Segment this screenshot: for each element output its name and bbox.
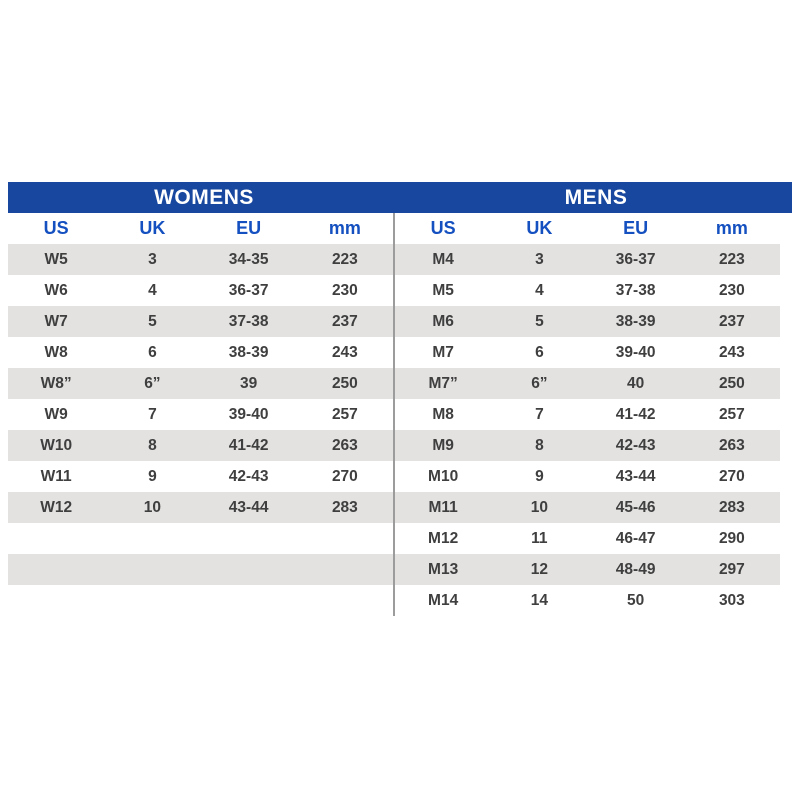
table-cell: W12 bbox=[40, 498, 73, 516]
column-header-mm: mm bbox=[328, 218, 361, 238]
table-row bbox=[395, 244, 780, 275]
table-cell: W9 bbox=[44, 405, 68, 423]
column-header-uk: UK bbox=[139, 218, 166, 238]
table-row bbox=[8, 492, 393, 523]
table-cell: 42-43 bbox=[615, 436, 656, 454]
table-cell: W6 bbox=[44, 281, 68, 299]
table-cell: M13 bbox=[428, 560, 459, 578]
table-cell: 41-42 bbox=[615, 405, 656, 423]
table-row bbox=[8, 275, 393, 306]
table-row bbox=[395, 585, 780, 616]
table-row bbox=[395, 275, 780, 306]
table-cell: W8 bbox=[44, 343, 68, 361]
womens-table-body bbox=[8, 244, 393, 616]
table-cell: 5 bbox=[148, 312, 157, 330]
table-cell: 11 bbox=[531, 529, 548, 547]
table-cell: M7” bbox=[428, 374, 458, 392]
table-cell: M4 bbox=[432, 250, 454, 268]
table-cell: 250 bbox=[331, 374, 358, 392]
column-header-eu: EU bbox=[236, 218, 262, 238]
table-cell: 37-38 bbox=[228, 312, 269, 330]
table-row bbox=[395, 430, 780, 461]
table-cell: M12 bbox=[428, 529, 459, 547]
table-cell: 34-35 bbox=[228, 250, 269, 268]
table-cell: 283 bbox=[331, 498, 358, 516]
table-title-bar bbox=[8, 182, 792, 213]
table-cell: 237 bbox=[331, 312, 358, 330]
table-cell: M7 bbox=[432, 343, 454, 361]
table-row bbox=[8, 399, 393, 430]
table-cell: 41-42 bbox=[228, 436, 269, 454]
table-row bbox=[8, 306, 393, 337]
table-cell: M6 bbox=[432, 312, 454, 330]
column-header-mm: mm bbox=[715, 218, 748, 238]
table-cell: 10 bbox=[143, 498, 161, 516]
mens-section-title: MENS bbox=[564, 185, 628, 209]
table-row bbox=[395, 399, 780, 430]
empty-row bbox=[8, 554, 393, 585]
table-cell: 230 bbox=[718, 281, 745, 299]
table-cell: 3 bbox=[148, 250, 157, 268]
table-cell: M11 bbox=[428, 498, 458, 516]
column-header-eu: EU bbox=[623, 218, 649, 238]
table-cell: 243 bbox=[718, 343, 745, 361]
column-header-us: US bbox=[430, 218, 456, 238]
column-header-us: US bbox=[43, 218, 69, 238]
womens-column-header-row bbox=[8, 213, 393, 244]
table-cell: M14 bbox=[428, 591, 459, 609]
table-cell: 14 bbox=[530, 591, 548, 609]
table-cell: 6 bbox=[535, 343, 544, 361]
table-cell: 6” bbox=[144, 374, 161, 392]
table-cell: W7 bbox=[44, 312, 68, 330]
table-row bbox=[395, 337, 780, 368]
table-row bbox=[8, 368, 393, 399]
table-cell: 43-44 bbox=[615, 467, 656, 485]
table-cell: 223 bbox=[331, 250, 358, 268]
table-cell: W5 bbox=[44, 250, 68, 268]
table-row bbox=[8, 430, 393, 461]
table-cell: W11 bbox=[40, 467, 72, 485]
table-row bbox=[8, 461, 393, 492]
table-cell: W8” bbox=[40, 374, 72, 392]
empty-row bbox=[8, 523, 393, 554]
table-row bbox=[395, 523, 780, 554]
table-row bbox=[8, 244, 393, 275]
empty-row bbox=[8, 585, 393, 616]
table-cell: 39-40 bbox=[615, 343, 656, 361]
table-cell: 36-37 bbox=[228, 281, 269, 299]
table-cell: 263 bbox=[331, 436, 358, 454]
table-row bbox=[395, 492, 780, 523]
table-cell: 7 bbox=[535, 405, 544, 423]
table-cell: 45-46 bbox=[615, 498, 656, 516]
womens-section-title: WOMENS bbox=[154, 185, 254, 209]
table-cell: 4 bbox=[535, 281, 544, 299]
table-cell: 7 bbox=[148, 405, 157, 423]
table-row bbox=[8, 337, 393, 368]
mens-table bbox=[395, 213, 780, 616]
table-row bbox=[395, 554, 780, 585]
table-cell: 290 bbox=[718, 529, 745, 547]
table-cell: 270 bbox=[331, 467, 358, 485]
table-cell: 39 bbox=[240, 374, 258, 392]
table-cell: 42-43 bbox=[228, 467, 269, 485]
size-chart bbox=[8, 182, 792, 616]
table-cell: 250 bbox=[718, 374, 745, 392]
table-cell: 6” bbox=[531, 374, 548, 392]
table-cell: 230 bbox=[331, 281, 358, 299]
womens-table bbox=[8, 213, 393, 616]
table-cell: 9 bbox=[535, 467, 544, 485]
table-row bbox=[395, 368, 780, 399]
table-cell: 303 bbox=[718, 591, 745, 609]
table-cell: 297 bbox=[718, 560, 745, 578]
table-cell: M8 bbox=[432, 405, 454, 423]
table-cell: 5 bbox=[535, 312, 544, 330]
table-cell: 10 bbox=[530, 498, 548, 516]
table-cell: 6 bbox=[148, 343, 157, 361]
table-cell: 12 bbox=[530, 560, 548, 578]
table-cell: 46-47 bbox=[615, 529, 656, 547]
mens-table-body bbox=[395, 244, 780, 616]
table-cell: 4 bbox=[148, 281, 157, 299]
table-cell: 257 bbox=[331, 405, 358, 423]
table-cell: 243 bbox=[331, 343, 358, 361]
table-cell: 37-38 bbox=[615, 281, 656, 299]
table-cell: 237 bbox=[718, 312, 745, 330]
table-cell: M9 bbox=[432, 436, 454, 454]
table-cell: 223 bbox=[718, 250, 745, 268]
table-cell: M5 bbox=[432, 281, 454, 299]
table-cell: 36-37 bbox=[615, 250, 656, 268]
table-cell: 257 bbox=[718, 405, 745, 423]
table-cell: 50 bbox=[627, 591, 645, 609]
table-cell: 8 bbox=[148, 436, 157, 454]
table-cell: 270 bbox=[718, 467, 745, 485]
table-cell: M10 bbox=[428, 467, 459, 485]
table-cell: 43-44 bbox=[228, 498, 269, 516]
table-cell: 8 bbox=[535, 436, 544, 454]
table-cell: 39-40 bbox=[228, 405, 269, 423]
table-cell: 38-39 bbox=[615, 312, 656, 330]
table-cell: 263 bbox=[718, 436, 745, 454]
size-tables bbox=[8, 213, 792, 616]
table-cell: 38-39 bbox=[228, 343, 269, 361]
table-cell: 40 bbox=[627, 374, 645, 392]
table-cell: 9 bbox=[148, 467, 157, 485]
table-cell: 48-49 bbox=[615, 560, 656, 578]
column-header-uk: UK bbox=[526, 218, 553, 238]
mens-column-header-row bbox=[395, 213, 780, 244]
table-cell: 3 bbox=[535, 250, 544, 268]
table-row bbox=[395, 306, 780, 337]
table-row bbox=[395, 461, 780, 492]
table-cell: W10 bbox=[40, 436, 73, 454]
table-cell: 283 bbox=[718, 498, 745, 516]
